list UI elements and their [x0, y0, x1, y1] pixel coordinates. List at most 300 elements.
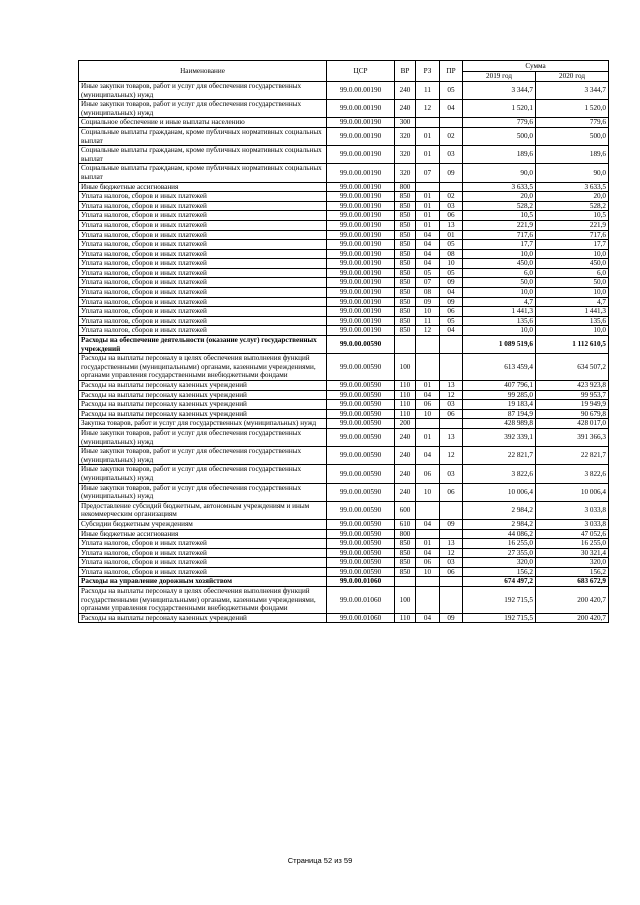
cell-csr: 99.0.00.00590 [327, 519, 395, 529]
cell-rz: 10 [416, 567, 440, 577]
cell-rz [416, 118, 440, 128]
cell-2020: 6,0 [536, 268, 609, 278]
cell-rz [416, 577, 440, 587]
cell-rz: 01 [416, 381, 440, 391]
cell-rz: 04 [416, 613, 440, 623]
cell-name: Уплата налогов, сборов и иных платежей [79, 240, 327, 250]
cell-rz: 01 [416, 211, 440, 221]
cell-2019: 221,9 [463, 220, 536, 230]
table-row [79, 483, 609, 501]
cell-rz: 10 [416, 409, 440, 419]
cell-2019: 135,6 [463, 316, 536, 326]
cell-rz: 01 [416, 220, 440, 230]
cell-name: Социальные выплаты гражданам, кроме публичных нормативных социальных выплат [79, 127, 327, 145]
cell-2020: 717,6 [536, 230, 609, 240]
cell-name: Уплата налогов, сборов и иных платежей [79, 288, 327, 298]
cell-rz [416, 529, 440, 539]
cell-2019: 4,7 [463, 297, 536, 307]
cell-pr: 05 [440, 82, 463, 100]
cell-csr: 99.0.00.00190 [327, 249, 395, 259]
cell-rz: 11 [416, 82, 440, 100]
cell-csr: 99.0.00.00190 [327, 127, 395, 145]
cell-csr: 99.0.00.00590 [327, 501, 395, 519]
cell-rz: 10 [416, 307, 440, 317]
cell-pr: 12 [440, 548, 463, 558]
cell-csr: 99.0.00.00590 [327, 447, 395, 465]
cell-2020: 3 033,8 [536, 519, 609, 529]
cell-csr: 99.0.00.00190 [327, 259, 395, 269]
cell-rz [416, 354, 440, 381]
cell-2020: 779,6 [536, 118, 609, 128]
cell-2019: 27 355,0 [463, 548, 536, 558]
cell-csr: 99.0.00.00590 [327, 381, 395, 391]
cell-2019: 613 459,4 [463, 354, 536, 381]
cell-name: Расходы на выплаты персоналу в целях обеспечения выполнения функций государственными (муниципальными) органами, казенными учреждениями, органами управления государственными внебюджетными фондами [79, 354, 327, 381]
cell-rz: 07 [416, 278, 440, 288]
table-row [79, 182, 609, 192]
cell-pr [440, 354, 463, 381]
cell-name: Уплата налогов, сборов и иных платежей [79, 558, 327, 568]
cell-name: Уплата налогов, сборов и иных платежей [79, 220, 327, 230]
cell-pr: 03 [440, 146, 463, 164]
cell-rz: 01 [416, 428, 440, 446]
cell-name: Социальные выплаты гражданам, кроме публичных нормативных социальных выплат [79, 146, 327, 164]
cell-rz: 07 [416, 164, 440, 182]
cell-csr: 99.0.00.00190 [327, 100, 395, 118]
table-row [79, 249, 609, 259]
cell-pr: 02 [440, 127, 463, 145]
cell-2020: 423 923,8 [536, 381, 609, 391]
cell-2020: 450,0 [536, 259, 609, 269]
cell-2019: 428 989,8 [463, 419, 536, 429]
table-row [79, 587, 609, 614]
cell-2020: 20,0 [536, 192, 609, 202]
cell-vr: 800 [395, 182, 416, 192]
cell-2020: 10,5 [536, 211, 609, 221]
cell-vr: 850 [395, 548, 416, 558]
table-row [79, 447, 609, 465]
cell-pr: 10 [440, 259, 463, 269]
table-row [79, 428, 609, 446]
cell-pr: 03 [440, 400, 463, 410]
cell-vr: 850 [395, 567, 416, 577]
cell-pr: 09 [440, 297, 463, 307]
cell-vr: 320 [395, 127, 416, 145]
cell-2019: 20,0 [463, 192, 536, 202]
cell-csr: 99.0.00.00190 [327, 146, 395, 164]
cell-vr: 850 [395, 558, 416, 568]
header-year-2020: 2020 год [536, 72, 609, 82]
cell-2019: 6,0 [463, 268, 536, 278]
cell-2019: 10,0 [463, 326, 536, 336]
cell-vr: 850 [395, 297, 416, 307]
cell-name: Иные закупки товаров, работ и услуг для обеспечения государственных (муниципальных) нужд [79, 447, 327, 465]
table-row [79, 419, 609, 429]
cell-2019: 1 441,3 [463, 307, 536, 317]
cell-2020: 99 953,7 [536, 390, 609, 400]
cell-csr: 99.0.00.00590 [327, 419, 395, 429]
cell-2019: 779,6 [463, 118, 536, 128]
table-row [79, 548, 609, 558]
cell-vr: 850 [395, 539, 416, 549]
cell-2020: 90,0 [536, 164, 609, 182]
cell-2020: 19 949,9 [536, 400, 609, 410]
cell-pr: 06 [440, 409, 463, 419]
table-row [79, 539, 609, 549]
table-row [79, 146, 609, 164]
cell-pr: 06 [440, 483, 463, 501]
cell-vr: 850 [395, 307, 416, 317]
cell-csr: 99.0.00.00590 [327, 390, 395, 400]
cell-vr: 850 [395, 201, 416, 211]
cell-name: Иные бюджетные ассигнования [79, 529, 327, 539]
cell-csr: 99.0.00.00190 [327, 307, 395, 317]
cell-pr: 13 [440, 539, 463, 549]
cell-vr: 850 [395, 268, 416, 278]
cell-2020: 4,7 [536, 297, 609, 307]
cell-vr: 850 [395, 240, 416, 250]
cell-name: Уплата налогов, сборов и иных платежей [79, 259, 327, 269]
cell-2020: 3 633,5 [536, 182, 609, 192]
cell-rz: 11 [416, 316, 440, 326]
cell-vr: 320 [395, 146, 416, 164]
cell-name: Уплата налогов, сборов и иных платежей [79, 249, 327, 259]
cell-2019: 10,5 [463, 211, 536, 221]
cell-vr [395, 577, 416, 587]
cell-csr: 99.0.00.00590 [327, 409, 395, 419]
cell-vr: 850 [395, 288, 416, 298]
cell-pr [440, 587, 463, 614]
cell-rz [416, 419, 440, 429]
cell-2020: 10,0 [536, 288, 609, 298]
table-row [79, 220, 609, 230]
cell-2020: 683 672,9 [536, 577, 609, 587]
cell-vr: 300 [395, 118, 416, 128]
budget-page [78, 60, 608, 623]
cell-csr: 99.0.00.00590 [327, 428, 395, 446]
table-row [79, 127, 609, 145]
table-row [79, 577, 609, 587]
cell-name: Субсидии бюджетным учреждениям [79, 519, 327, 529]
cell-pr [440, 577, 463, 587]
cell-2019: 3 822,6 [463, 465, 536, 483]
cell-vr: 850 [395, 326, 416, 336]
cell-csr: 99.0.00.00590 [327, 548, 395, 558]
header-csr: ЦСР [327, 61, 395, 82]
cell-name: Уплата налогов, сборов и иных платежей [79, 307, 327, 317]
cell-pr: 04 [440, 100, 463, 118]
cell-pr [440, 529, 463, 539]
cell-pr [440, 501, 463, 519]
cell-2019: 500,0 [463, 127, 536, 145]
cell-2020: 10,0 [536, 249, 609, 259]
cell-name: Уплата налогов, сборов и иных платежей [79, 268, 327, 278]
header-vr: ВР [395, 61, 416, 82]
table-body [79, 82, 609, 623]
cell-pr: 12 [440, 390, 463, 400]
cell-rz: 06 [416, 558, 440, 568]
cell-vr: 100 [395, 587, 416, 614]
cell-vr: 850 [395, 316, 416, 326]
cell-2019: 10,0 [463, 249, 536, 259]
cell-name: Уплата налогов, сборов и иных платежей [79, 548, 327, 558]
cell-csr: 99.0.00.00190 [327, 82, 395, 100]
cell-name: Предоставление субсидий бюджетным, автономным учреждениям и иным некоммерческим организациям [79, 501, 327, 519]
cell-2020: 16 255,0 [536, 539, 609, 549]
cell-2019: 17,7 [463, 240, 536, 250]
cell-vr: 850 [395, 230, 416, 240]
cell-csr: 99.0.00.00190 [327, 240, 395, 250]
table-row [79, 211, 609, 221]
cell-pr: 06 [440, 567, 463, 577]
table-row [79, 326, 609, 336]
cell-rz: 04 [416, 240, 440, 250]
cell-rz: 01 [416, 201, 440, 211]
cell-pr: 03 [440, 558, 463, 568]
cell-name: Расходы на выплаты персоналу в целях обеспечения выполнения функций государственными (муниципальными) органами, казенными учреждениями, органами управления государственными внебюджетными фондами [79, 587, 327, 614]
cell-rz: 06 [416, 465, 440, 483]
cell-2020: 1 112 610,5 [536, 336, 609, 354]
cell-2020: 391 366,3 [536, 428, 609, 446]
cell-rz: 01 [416, 146, 440, 164]
table-row [79, 288, 609, 298]
cell-vr: 110 [395, 409, 416, 419]
cell-vr: 110 [395, 613, 416, 623]
cell-csr: 99.0.00.00590 [327, 400, 395, 410]
cell-csr: 99.0.00.00590 [327, 558, 395, 568]
cell-name: Иные бюджетные ассигнования [79, 182, 327, 192]
cell-pr [440, 419, 463, 429]
cell-rz: 01 [416, 192, 440, 202]
cell-pr: 04 [440, 326, 463, 336]
table-row [79, 268, 609, 278]
cell-2020: 428 017,0 [536, 419, 609, 429]
table-row [79, 259, 609, 269]
table-row [79, 519, 609, 529]
cell-2020: 17,7 [536, 240, 609, 250]
cell-name: Расходы на выплаты персоналу казенных учреждений [79, 613, 327, 623]
cell-vr: 110 [395, 400, 416, 410]
table-row [79, 558, 609, 568]
cell-pr: 09 [440, 519, 463, 529]
cell-2020: 189,6 [536, 146, 609, 164]
cell-csr: 99.0.00.01060 [327, 587, 395, 614]
cell-csr: 99.0.00.00590 [327, 354, 395, 381]
cell-rz: 08 [416, 288, 440, 298]
cell-pr: 13 [440, 428, 463, 446]
cell-vr: 610 [395, 519, 416, 529]
page-number: Страница 52 из 59 [287, 856, 353, 865]
cell-csr: 99.0.00.00590 [327, 336, 395, 354]
cell-vr: 800 [395, 529, 416, 539]
cell-rz: 04 [416, 390, 440, 400]
cell-rz: 05 [416, 268, 440, 278]
cell-2019: 528,2 [463, 201, 536, 211]
cell-2019: 407 796,1 [463, 381, 536, 391]
cell-csr: 99.0.00.00590 [327, 567, 395, 577]
cell-2019: 320,0 [463, 558, 536, 568]
cell-csr: 99.0.00.01060 [327, 613, 395, 623]
cell-name: Социальные выплаты гражданам, кроме публичных нормативных социальных выплат [79, 164, 327, 182]
cell-vr: 850 [395, 278, 416, 288]
cell-pr: 03 [440, 465, 463, 483]
cell-name: Уплата налогов, сборов и иных платежей [79, 326, 327, 336]
cell-2019: 189,6 [463, 146, 536, 164]
cell-vr: 850 [395, 220, 416, 230]
cell-csr: 99.0.00.01060 [327, 577, 395, 587]
cell-rz: 12 [416, 100, 440, 118]
cell-2020: 634 507,2 [536, 354, 609, 381]
cell-vr: 240 [395, 447, 416, 465]
table-row [79, 118, 609, 128]
cell-csr: 99.0.00.00190 [327, 201, 395, 211]
table-row [79, 164, 609, 182]
cell-vr: 850 [395, 259, 416, 269]
cell-vr: 200 [395, 419, 416, 429]
cell-pr: 06 [440, 211, 463, 221]
cell-name: Расходы на выплаты персоналу казенных учреждений [79, 400, 327, 410]
cell-csr: 99.0.00.00190 [327, 326, 395, 336]
cell-csr: 99.0.00.00190 [327, 182, 395, 192]
cell-name: Социальное обеспечение и иные выплаты населению [79, 118, 327, 128]
cell-vr: 110 [395, 381, 416, 391]
cell-pr: 09 [440, 164, 463, 182]
cell-rz [416, 587, 440, 614]
cell-name: Расходы на выплаты персоналу казенных учреждений [79, 381, 327, 391]
cell-csr: 99.0.00.00190 [327, 220, 395, 230]
cell-name: Иные закупки товаров, работ и услуг для обеспечения государственных (муниципальных) нужд [79, 428, 327, 446]
cell-2020: 90 679,8 [536, 409, 609, 419]
table-row [79, 201, 609, 211]
table-row [79, 316, 609, 326]
table-row [79, 613, 609, 623]
cell-vr: 850 [395, 249, 416, 259]
cell-2020: 22 821,7 [536, 447, 609, 465]
cell-csr: 99.0.00.00590 [327, 465, 395, 483]
cell-2020: 10 006,4 [536, 483, 609, 501]
cell-pr: 04 [440, 288, 463, 298]
cell-2019: 90,0 [463, 164, 536, 182]
cell-name: Уплата налогов, сборов и иных платежей [79, 211, 327, 221]
cell-csr: 99.0.00.00190 [327, 278, 395, 288]
cell-vr: 850 [395, 192, 416, 202]
table-row [79, 307, 609, 317]
cell-csr: 99.0.00.00590 [327, 529, 395, 539]
header-rz: РЗ [416, 61, 440, 82]
cell-rz: 09 [416, 297, 440, 307]
cell-2019: 16 255,0 [463, 539, 536, 549]
cell-rz: 04 [416, 259, 440, 269]
cell-vr: 240 [395, 82, 416, 100]
table-row [79, 409, 609, 419]
cell-2020: 3 822,6 [536, 465, 609, 483]
cell-rz: 06 [416, 400, 440, 410]
cell-rz: 04 [416, 249, 440, 259]
header-name: Наименование [79, 61, 327, 82]
cell-csr: 99.0.00.00190 [327, 297, 395, 307]
cell-pr [440, 336, 463, 354]
table-row [79, 336, 609, 354]
cell-2019: 50,0 [463, 278, 536, 288]
table-row [79, 390, 609, 400]
cell-csr: 99.0.00.00190 [327, 118, 395, 128]
cell-2020: 320,0 [536, 558, 609, 568]
cell-pr: 02 [440, 192, 463, 202]
cell-name: Уплата налогов, сборов и иных платежей [79, 201, 327, 211]
cell-csr: 99.0.00.00190 [327, 288, 395, 298]
cell-csr: 99.0.00.00190 [327, 316, 395, 326]
cell-2020: 1 441,3 [536, 307, 609, 317]
table-row [79, 381, 609, 391]
cell-rz: 10 [416, 483, 440, 501]
table-row [79, 567, 609, 577]
cell-2019: 19 183,4 [463, 400, 536, 410]
budget-table [78, 60, 609, 623]
cell-2019: 392 339,1 [463, 428, 536, 446]
cell-pr [440, 182, 463, 192]
cell-pr: 06 [440, 307, 463, 317]
cell-2019: 450,0 [463, 259, 536, 269]
cell-pr: 13 [440, 381, 463, 391]
cell-2020: 156,2 [536, 567, 609, 577]
cell-name: Иные закупки товаров, работ и услуг для обеспечения государственных (муниципальных) нужд [79, 82, 327, 100]
cell-name: Уплата налогов, сборов и иных платежей [79, 539, 327, 549]
header-sum: Сумма [463, 61, 609, 72]
cell-name: Уплата налогов, сборов и иных платежей [79, 230, 327, 240]
cell-2020: 200 420,7 [536, 613, 609, 623]
cell-vr: 100 [395, 354, 416, 381]
cell-pr [440, 118, 463, 128]
cell-csr: 99.0.00.00190 [327, 164, 395, 182]
cell-rz: 12 [416, 326, 440, 336]
cell-vr: 110 [395, 390, 416, 400]
cell-pr: 13 [440, 220, 463, 230]
cell-vr: 240 [395, 100, 416, 118]
cell-name: Иные закупки товаров, работ и услуг для обеспечения государственных (муниципальных) нужд [79, 100, 327, 118]
cell-2019: 1 089 519,6 [463, 336, 536, 354]
cell-2019: 2 984,2 [463, 501, 536, 519]
cell-2019: 44 086,2 [463, 529, 536, 539]
cell-2020: 50,0 [536, 278, 609, 288]
cell-rz: 04 [416, 447, 440, 465]
table-row [79, 230, 609, 240]
table-row [79, 529, 609, 539]
cell-pr: 08 [440, 249, 463, 259]
cell-name: Уплата налогов, сборов и иных платежей [79, 316, 327, 326]
cell-name: Закупка товаров, работ и услуг для государственных (муниципальных) нужд [79, 419, 327, 429]
cell-2020: 10,0 [536, 326, 609, 336]
cell-csr: 99.0.00.00190 [327, 268, 395, 278]
cell-2019: 22 821,7 [463, 447, 536, 465]
cell-2019: 10 006,4 [463, 483, 536, 501]
cell-2019: 2 984,2 [463, 519, 536, 529]
cell-pr: 12 [440, 447, 463, 465]
cell-name: Уплата налогов, сборов и иных платежей [79, 192, 327, 202]
cell-rz [416, 336, 440, 354]
cell-rz [416, 182, 440, 192]
cell-pr: 09 [440, 278, 463, 288]
cell-2020: 200 420,7 [536, 587, 609, 614]
cell-2019: 99 285,0 [463, 390, 536, 400]
cell-name: Расходы на выплаты персоналу казенных учреждений [79, 409, 327, 419]
cell-csr: 99.0.00.00190 [327, 192, 395, 202]
cell-2019: 674 497,2 [463, 577, 536, 587]
cell-pr: 05 [440, 240, 463, 250]
cell-2020: 135,6 [536, 316, 609, 326]
cell-rz: 01 [416, 127, 440, 145]
cell-2020: 528,2 [536, 201, 609, 211]
cell-vr: 320 [395, 164, 416, 182]
